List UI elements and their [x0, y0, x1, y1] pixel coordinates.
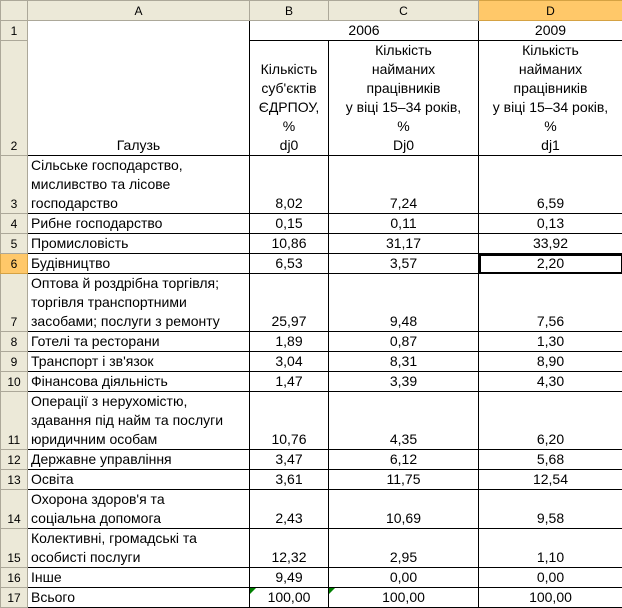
- cell-text-line: у віці 15–34 років,: [482, 98, 619, 117]
- select-all-corner[interactable]: [1, 1, 28, 21]
- value-cell-b[interactable]: 25,97: [250, 274, 329, 332]
- row-header[interactable]: 17: [1, 588, 28, 608]
- value-cell-d[interactable]: 0,00: [479, 568, 622, 588]
- cell-text-line: Державне управління: [31, 450, 246, 469]
- value-cell-c[interactable]: 3,57: [329, 254, 479, 274]
- cell-text-line: dj0: [253, 136, 325, 155]
- value-cell-d[interactable]: 100,00: [479, 588, 622, 608]
- cell-year-2006[interactable]: 2006: [250, 21, 479, 41]
- cell-text-line: dj1: [482, 136, 619, 155]
- value-cell-c[interactable]: 0,00: [329, 568, 479, 588]
- industry-cell[interactable]: [28, 529, 250, 568]
- row-header[interactable]: 8: [1, 332, 28, 352]
- cell-year-2009[interactable]: 2009: [479, 21, 622, 41]
- cell-text-line: Операції з нерухомістю,: [31, 392, 246, 411]
- sheet-row: [1, 332, 622, 352]
- column-header-row: [1, 1, 622, 21]
- industry-cell[interactable]: [28, 392, 250, 450]
- industry-cell[interactable]: [28, 254, 250, 274]
- value-cell-c[interactable]: 9,48: [329, 274, 479, 332]
- value-cell-c[interactable]: 11,75: [329, 470, 479, 490]
- industry-cell[interactable]: [28, 234, 250, 254]
- value-cell-b[interactable]: 0,15: [250, 214, 329, 234]
- row-header[interactable]: 10: [1, 372, 28, 392]
- cell-text-line: Фінансова діяльність: [31, 372, 246, 391]
- cell-text-line: працівників: [332, 79, 475, 98]
- row-header[interactable]: 12: [1, 450, 28, 470]
- value-cell-d[interactable]: 4,30: [479, 372, 622, 392]
- column-header-c[interactable]: C: [329, 1, 479, 21]
- value-cell-c[interactable]: 8,31: [329, 352, 479, 372]
- industry-cell[interactable]: [28, 568, 250, 588]
- cell-text-line: юридичним особам: [31, 430, 246, 449]
- value-cell-b[interactable]: 1,89: [250, 332, 329, 352]
- sheet-row: [1, 156, 622, 214]
- cell-text-line: Готелі та ресторани: [31, 332, 246, 351]
- column-header-b[interactable]: B: [250, 1, 329, 21]
- sheet-row-1: [1, 21, 622, 41]
- value-cell-c[interactable]: 31,17: [329, 234, 479, 254]
- cell-text-line: Інше: [31, 568, 246, 587]
- sheet-row: [1, 234, 622, 254]
- cell-text-line: Будівництво: [31, 254, 246, 273]
- cell-text-line: соціальна допомога: [31, 509, 246, 528]
- value-cell-b[interactable]: 3,04: [250, 352, 329, 372]
- industry-cell[interactable]: [28, 470, 250, 490]
- cell-text-line: особисті послуги: [31, 548, 246, 567]
- cell-text-line: Промисловість: [31, 234, 246, 253]
- cell-text-line: %: [253, 117, 325, 136]
- cell-text-line: здавання під найм та послуги: [31, 411, 246, 430]
- row-header[interactable]: 11: [1, 392, 28, 450]
- value-cell-b[interactable]: 1,47: [250, 372, 329, 392]
- cell-text-line: Всього: [31, 588, 246, 607]
- cell-text-line: Освіта: [31, 470, 246, 489]
- value-cell-d[interactable]: 6,59: [479, 156, 622, 214]
- value-cell-b[interactable]: 3,61: [250, 470, 329, 490]
- value-cell-b[interactable]: 12,32: [250, 529, 329, 568]
- cell-text-line: працівників: [482, 79, 619, 98]
- sheet-row: [1, 470, 622, 490]
- value-cell-c[interactable]: 4,35: [329, 392, 479, 450]
- value-cell-c[interactable]: 10,69: [329, 490, 479, 529]
- row-header[interactable]: 15: [1, 529, 28, 568]
- cell-text-line: найманих: [332, 60, 475, 79]
- cell-text-line: Транспорт і зв'язок: [31, 352, 246, 371]
- sheet-row: [1, 352, 622, 372]
- row-header[interactable]: 5: [1, 234, 28, 254]
- sheet-row: [1, 529, 622, 568]
- value-cell-c[interactable]: 7,24: [329, 156, 479, 214]
- value-cell-d[interactable]: 9,58: [479, 490, 622, 529]
- cell-text-line: Кількість: [253, 60, 325, 79]
- row-header-1[interactable]: 1: [1, 21, 28, 41]
- cell-a1[interactable]: [28, 21, 250, 41]
- cell-text-line: Колективні, громадські та: [31, 529, 246, 548]
- value-cell-d[interactable]: 33,92: [479, 234, 622, 254]
- value-cell-b[interactable]: 8,02: [250, 156, 329, 214]
- row-header-2[interactable]: 2: [1, 41, 28, 156]
- cell-text-line: Сільське господарство,: [31, 156, 246, 175]
- cell-text-line: у віці 15–34 років,: [332, 98, 475, 117]
- cell-text-line: Dj0: [332, 136, 475, 155]
- value-cell-d[interactable]: 12,54: [479, 470, 622, 490]
- value-cell-c[interactable]: 0,87: [329, 332, 479, 352]
- industry-cell[interactable]: [28, 274, 250, 332]
- cell-text-line: торгівля транспортними: [31, 293, 246, 312]
- sheet-row: [1, 274, 622, 332]
- industry-cell[interactable]: [28, 372, 250, 392]
- industry-cell[interactable]: [28, 450, 250, 470]
- industry-cell[interactable]: [28, 490, 250, 529]
- value-cell-c[interactable]: 100,00: [329, 588, 479, 608]
- cell-text-line: ЄДРПОУ,: [253, 98, 325, 117]
- value-cell-d[interactable]: 7,56: [479, 274, 622, 332]
- industry-cell[interactable]: [28, 214, 250, 234]
- sheet-row: [1, 372, 622, 392]
- cell-text-line: Кількість: [482, 41, 619, 60]
- column-header-a[interactable]: A: [28, 1, 250, 21]
- value-cell-b[interactable]: 6,53: [250, 254, 329, 274]
- sheet-row: [1, 588, 622, 608]
- industry-cell[interactable]: [28, 588, 250, 608]
- cell-text-line: мисливство та лісове: [31, 175, 246, 194]
- value-cell-d[interactable]: 8,90: [479, 352, 622, 372]
- sheet-row: [1, 254, 622, 274]
- value-cell-d[interactable]: 2,20: [479, 254, 622, 274]
- sheet-row: [1, 450, 622, 470]
- value-cell-b[interactable]: 100,00: [250, 588, 329, 608]
- cell-text-line: господарство: [31, 194, 246, 213]
- sheet-row: [1, 214, 622, 234]
- row-header[interactable]: 6: [1, 254, 28, 274]
- value-cell-d[interactable]: 1,10: [479, 529, 622, 568]
- value-cell-d[interactable]: 6,20: [479, 392, 622, 450]
- header-cell-industry[interactable]: Галузь: [28, 41, 250, 156]
- value-cell-d[interactable]: 1,30: [479, 332, 622, 352]
- industry-cell[interactable]: [28, 332, 250, 352]
- cell-text-line: засобами; послуги з ремонту: [31, 312, 246, 331]
- row-header[interactable]: 4: [1, 214, 28, 234]
- row-header[interactable]: 3: [1, 156, 28, 214]
- industry-cell[interactable]: [28, 156, 250, 214]
- industry-cell[interactable]: [28, 352, 250, 372]
- value-cell-d[interactable]: 0,13: [479, 214, 622, 234]
- header-cell-c[interactable]: [329, 41, 479, 156]
- cell-text-line: Рибне господарство: [31, 214, 246, 233]
- row-header[interactable]: 7: [1, 274, 28, 332]
- header-cell-d[interactable]: [479, 41, 622, 156]
- sheet-row: [1, 392, 622, 450]
- header-cell-b[interactable]: [250, 41, 329, 156]
- cell-text-line: Кількість: [332, 41, 475, 60]
- row-header[interactable]: 16: [1, 568, 28, 588]
- cell-text-line: найманих: [482, 60, 619, 79]
- value-cell-c[interactable]: 6,12: [329, 450, 479, 470]
- cell-text-line: Оптова й роздрібна торгівля;: [31, 274, 246, 293]
- value-cell-c[interactable]: 3,39: [329, 372, 479, 392]
- value-cell-b[interactable]: 3,47: [250, 450, 329, 470]
- column-header-d[interactable]: D: [479, 1, 622, 21]
- sheet-row-2: [1, 41, 622, 156]
- value-cell-c[interactable]: 2,95: [329, 529, 479, 568]
- cell-text-line: Охорона здоров'я та: [31, 490, 246, 509]
- cell-text-line: %: [482, 117, 619, 136]
- value-cell-c[interactable]: 0,11: [329, 214, 479, 234]
- row-header[interactable]: 9: [1, 352, 28, 372]
- row-header[interactable]: 14: [1, 490, 28, 529]
- sheet-row: [1, 490, 622, 529]
- value-cell-b[interactable]: 10,76: [250, 392, 329, 450]
- cell-text-line: %: [332, 117, 475, 136]
- value-cell-d[interactable]: 5,68: [479, 450, 622, 470]
- value-cell-b[interactable]: 10,86: [250, 234, 329, 254]
- cell-text-line: суб'єктів: [253, 79, 325, 98]
- value-cell-b[interactable]: 9,49: [250, 568, 329, 588]
- value-cell-b[interactable]: 2,43: [250, 490, 329, 529]
- sheet-row: [1, 568, 622, 588]
- row-header[interactable]: 13: [1, 470, 28, 490]
